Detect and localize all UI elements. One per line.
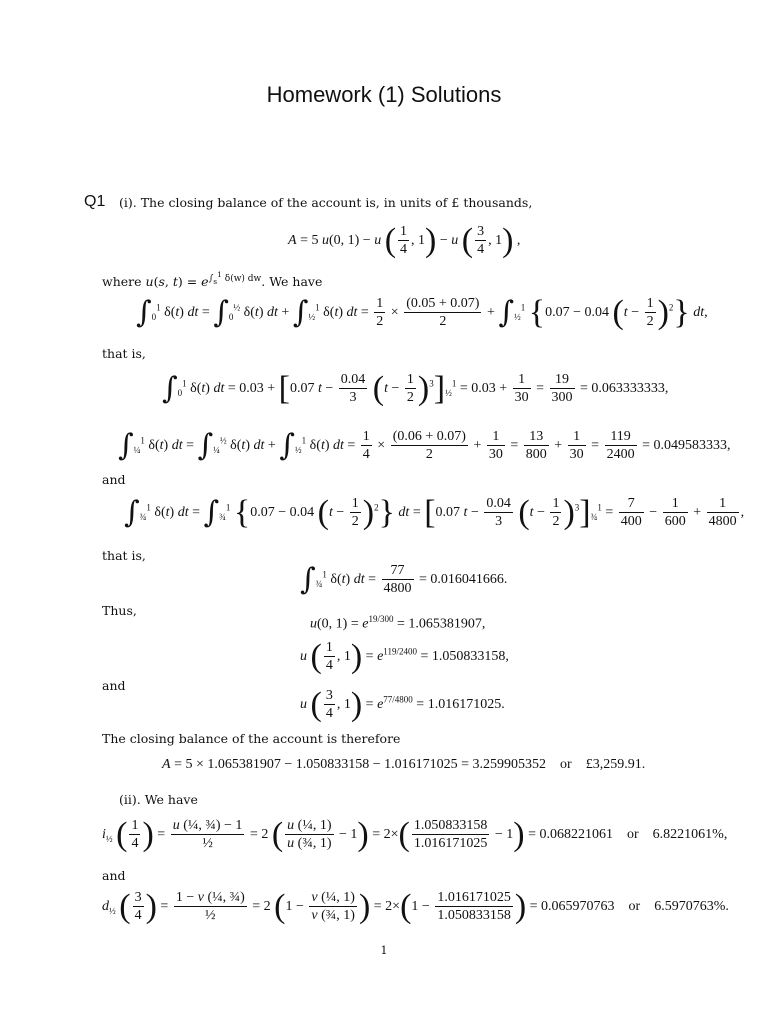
and-3: and (102, 868, 126, 883)
part-i-intro: (i). The closing balance of the account is, in units of £ thousands, (119, 195, 533, 210)
equation-u-quarter-1: u ( $\frac{1}{4}$ , $1) = e^{119/2400} = 1.050833158$, (300, 638, 509, 675)
question-label: Q1 (84, 193, 106, 210)
page-number: 1 (380, 944, 388, 957)
closing-text: The closing balance of the account is therefore (102, 731, 401, 746)
where-text: where u(s, $t) = e^{\int_s^1 \delta(w) dw}$. We have (102, 270, 323, 290)
equation-integral-1: $\int_0^1$ δ(t) dt = $\int_0^{\frac{1}{2}}$ δ(t) dt + $\int_{\frac{1}{2}}^1$ δ(t) dt = $\frac{1}{2}$ × $\frac{(0.05 + 0.07)}{2}$ + $\int_{\frac{1}{2}}^1$ {0.07 − 0.04 (t − $\frac{1}{2}$ )$^2$} dt, (136, 294, 708, 331)
and-1: and (102, 472, 126, 487)
equation-integral-3: $\int_{\frac{1}{4}}^1$ δ(t) dt = $\int_{\frac{1}{4}}^{\frac{1}{2}}$ δ(t) dt + $\int_{\frac{1}{2}}^1$ δ(t) dt = $\frac{1}{4}$ × $\frac{(0.06 + 0.07)}{2}$ + $\frac{1}{30}$ = $\frac{13}{800}$ + $\frac{1}{30}$ = $\frac{119}{2400}$ = 0.049583333, (118, 428, 731, 463)
equation-integral-5: $\int_{\frac{3}{4}}^1$ δ(t) dt = $\frac{77}{4800}$ = 0.016041666. (300, 562, 508, 597)
and-2: and (102, 678, 126, 693)
equation-integral-4: $\int_{\frac{3}{4}}^1$ δ(t) dt = $\int_{\frac{3}{4}}^1$ {0.07 − 0.04 (t − $\frac{1}{2}$ )$^2$} dt = [0.07 t − $\frac{0.04}{3}$ (t − $\frac{1}{2}$ )$^3]_{\frac{3}{4}}^1$ = $\frac{7}{400}$ − $\frac{1}{600}$ + $\frac{1}{4800}$ , (124, 494, 745, 531)
equation-u-threequarter-1: u ( $\frac{3}{4}$ , $1) = e^{77/4800} = 1.016171025$. (300, 686, 505, 723)
equation-A: A = 5 u(0, 1) − u ( $\frac{1}{4}$ , 1) − u ( $\frac{3}{4}$ , 1) , (288, 222, 521, 259)
that-is-2: that is, (102, 548, 146, 563)
equation-d-half: $d_{\frac{1}{2}}$ ( $\frac{3}{4}$ ) = $\frac{\text{1 − v (¼, ¾)}}{\text{½}}$ = 2 (1 − $\frac{\text{v (¼, 1)}}{\text{v (¾, 1)}}$ ) = 2×(1 − $\frac{1.016171025}{1.050833158}$ ) = 0.065970763 or 6.5970763%. (102, 888, 729, 925)
equation-A-value: A = 5 × 1.065381907 − 1.050833158 − 1.016171025 = 3.259905352 or £3,259.91. (162, 757, 646, 772)
equation-i-half: $i_{\frac{1}{2}}$ ( $\frac{1}{4}$ ) = $\frac{\text{u (¼, ¾) − 1}}{\text{½}}$ = 2 ( $\frac{\text{u (¼, 1)}}{\text{u (¾, 1)}}$ − 1) = 2×( $\frac{1.050833158}{1.016171025}$ − 1) = 0.068221061 or 6.8221061%, (102, 816, 728, 853)
part-ii-intro: (ii). We have (119, 792, 198, 807)
equation-u-0-1: u(0, $1) = e^{19/300} = 1.065381907$, (310, 614, 486, 632)
page-title: Homework (1) Solutions (266, 82, 502, 107)
thus-text: Thus, (102, 603, 137, 618)
that-is-1: that is, (102, 346, 146, 361)
equation-integral-2: $\int_0^1$ δ(t) dt = 0.03 + [0.07 t − $\frac{0.04}{3}$ (t − $\frac{1}{2}$ )$^3]_{\frac{1}{2}}^1 = 0.03$ + $\frac{1}{30}$ = $\frac{19}{300}$ = 0.063333333, (162, 370, 669, 407)
